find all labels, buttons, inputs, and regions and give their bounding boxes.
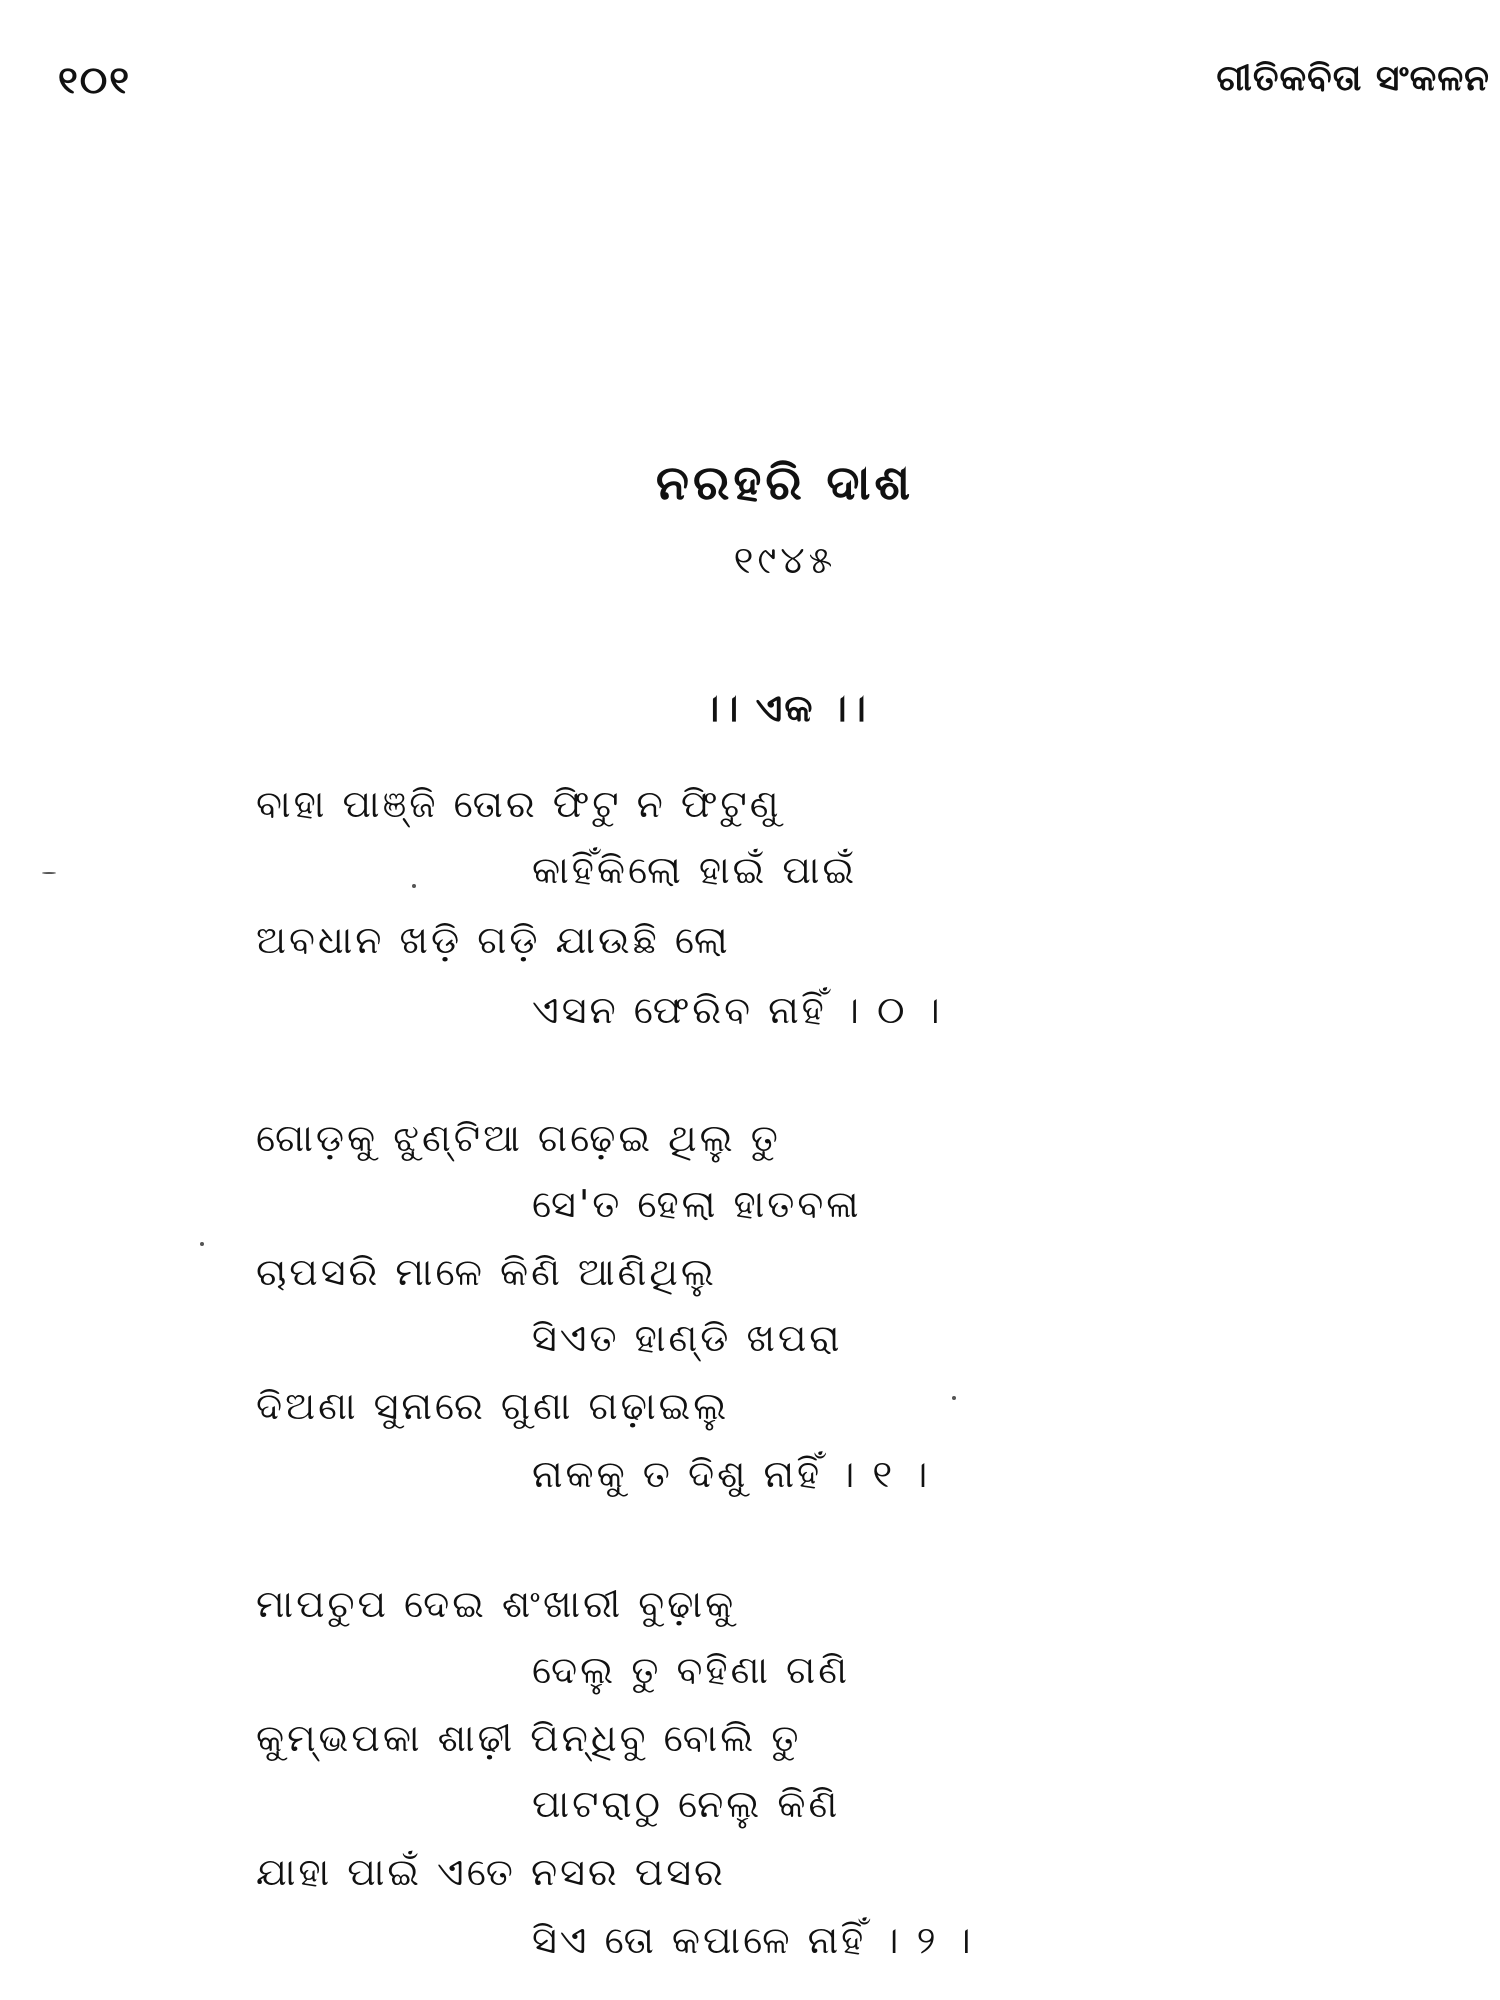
scan-speck: [952, 1396, 956, 1400]
running-head: ଗୀତିକବିତା ସଂକଳନ: [1216, 58, 1490, 99]
poem-line: ପାଟରାଠୁ ନେଲୁ କିଣି: [532, 1782, 841, 1826]
poem-line: ଦିଅଣା ସୁନାରେ ଗୁଣା ଗଢ଼ାଇଲୁ: [256, 1384, 730, 1428]
page-number: ୧୦୧: [58, 58, 132, 102]
poem-line: ବାହା ପାଞ୍ଜି ତୋର ଫିଟୁ ନ ଫିଟୁଣୁ: [256, 782, 782, 826]
poem-line: ସିଏତ ହାଣ୍ଡି ଖପରା: [532, 1316, 843, 1360]
poem-line: ଯାହା ପାଇଁ ଏତେ ନସର ପସର: [256, 1850, 726, 1894]
poem-line: ଗୋଡ଼କୁ ଝୁଣ୍ଟିଆ ଗଢ଼େଇ ଥିଲୁ ତୁ: [256, 1116, 781, 1160]
poem-line: ସେ'ତ ହେଲା ହାତବଳା: [532, 1182, 862, 1226]
poem-line: ମାପଚୁପ ଦେଇ ଶଂଖାରୀ ବୁଢ଼ାକୁ: [256, 1582, 737, 1626]
poem-line: ନାକକୁ ତ ଦିଶୁ ନାହିଁ । ୧ ।: [532, 1452, 931, 1496]
poem-year: ୧୯୪୫: [733, 538, 837, 582]
poem-line: କାହିଁକିଲୋ ହାଇଁ ପାଇଁ: [532, 848, 858, 892]
poem-line: ଚାପସରି ମାଳେ କିଣି ଆଣିଥିଲୁ: [256, 1250, 717, 1294]
poem-line: ଦେଲୁ ତୁ ବହିଣା ଗଣି: [532, 1648, 850, 1692]
poem-author: ନରହରି ଦାଶ: [655, 455, 915, 511]
scan-speck: [200, 1242, 204, 1246]
poem-line: ଏସନ ଫେରିବ ନାହିଁ । ୦ ।: [532, 988, 943, 1032]
poem-line: ଅବଧାନ ଖଡ଼ି ଗଡ଼ି ଯାଉଛି ଲୋ: [256, 918, 731, 962]
scan-speck: [42, 872, 56, 874]
section-title: ।। ଏକ ।।: [702, 686, 868, 730]
scan-speck: [412, 884, 416, 888]
poem-line: ସିଏ ତୋ କପାଳେ ନାହିଁ । ୨ ।: [532, 1918, 974, 1962]
poem-line: କୁମ୍ଭପକା ଶାଢ଼ୀ ପିନ୍ଧିବୁ ବୋଲି ତୁ: [256, 1716, 802, 1760]
